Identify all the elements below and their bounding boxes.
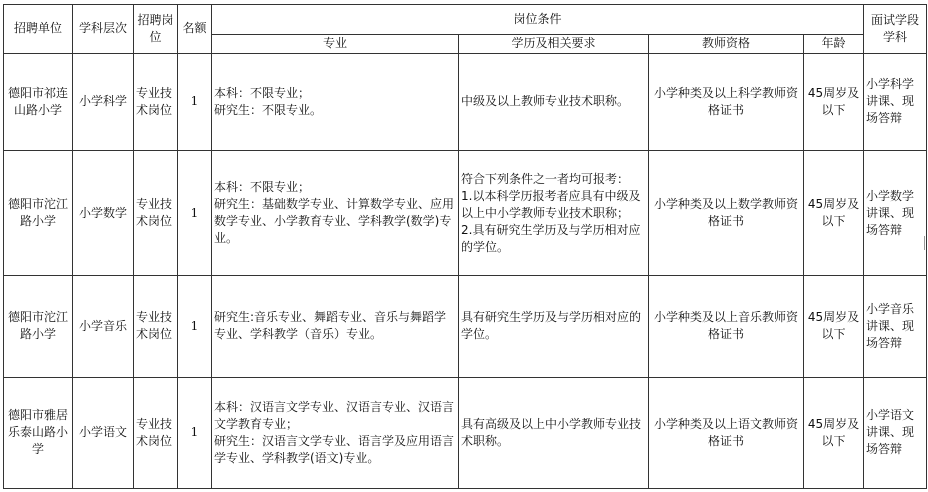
cell-interview: 小学科学讲课、现场答辩: [864, 53, 927, 150]
cell-unit: 德阳市沱江路小学: [4, 150, 73, 276]
cell-education: [459, 150, 649, 276]
education-line: 具有高级及以上中小学教师专业技术职称。: [461, 416, 642, 448]
cell-quota: 1: [178, 150, 212, 276]
cell-major: [212, 150, 459, 276]
header-unit: 招聘单位: [4, 5, 73, 54]
cell-post: 专业技术岗位: [134, 53, 178, 150]
header-post: 招聘岗位: [134, 5, 178, 54]
header-quota: 名额: [178, 5, 212, 54]
cell-unit: 德阳市祁连山路小学: [4, 53, 73, 150]
page-edge-mark: [924, 236, 928, 250]
header-education: 学历及相关要求: [459, 35, 649, 53]
cell-major: [212, 276, 459, 377]
major-line: 研究生：汉语言文学专业、语言学及应用语言学专业、学科教学(语文)专业。: [214, 433, 455, 465]
cell-age: 45周岁及以下: [804, 53, 864, 150]
cell-interview: 小学音乐讲课、现场答辩: [864, 276, 927, 377]
major-line: 研究生:音乐专业、舞蹈专业、音乐与舞蹈学专业、学科教学（音乐）专业。: [214, 310, 447, 342]
cell-post: 专业技术岗位: [134, 377, 178, 488]
table-row: [4, 377, 927, 488]
cell-age: 45周岁及以下: [804, 276, 864, 377]
cell-education: [459, 276, 649, 377]
recruitment-table-container: [3, 4, 926, 489]
cell-subject: 小学科学: [73, 53, 134, 150]
header-age: 年龄: [804, 35, 864, 53]
cell-interview: 小学语文讲课、现场答辩: [864, 377, 927, 488]
education-line: 1.以本科学历报考者应具有中级及以上中小学教师专业技术职称；: [461, 188, 641, 220]
table-row: [4, 53, 927, 150]
cell-major: [212, 53, 459, 150]
major-line: 研究生：不限专业。: [214, 102, 323, 117]
header-subject: 学科层次: [73, 5, 134, 54]
table-row: [4, 150, 927, 276]
recruitment-table: [3, 4, 927, 489]
education-line: 具有研究生学历及与学历相对应的学位。: [461, 310, 642, 342]
major-line: 研究生：基础数学专业、计算数学专业、应用数学专业、小学教育专业、学科教学(数学)专业。: [214, 197, 455, 246]
cell-quota: 1: [178, 53, 212, 150]
cell-quota: 1: [178, 276, 212, 377]
cell-qualification: 小学种类及以上科学教师资格证书: [649, 53, 804, 150]
header-row-1: [4, 5, 927, 35]
header-major: 专业: [212, 35, 459, 53]
education-line: 符合下列条件之一者均可报考：: [461, 171, 630, 186]
cell-unit: 德阳市雅居乐泰山路小学: [4, 377, 73, 488]
cell-qualification: 小学种类及以上音乐教师资格证书: [649, 276, 804, 377]
cell-post: 专业技术岗位: [134, 150, 178, 276]
cell-education: [459, 377, 649, 488]
header-conditions: 岗位条件: [212, 5, 864, 35]
cell-unit: 德阳市沱江路小学: [4, 276, 73, 377]
cell-post: 专业技术岗位: [134, 276, 178, 377]
cell-subject: 小学语文: [73, 377, 134, 488]
cell-subject: 小学音乐: [73, 276, 134, 377]
major-line: 本科：汉语言文学专业、汉语言专业、汉语言文学教育专业；: [214, 399, 455, 431]
cell-interview: 小学数学讲课、现场答辩: [864, 150, 927, 276]
cell-age: 45周岁及以下: [804, 377, 864, 488]
cell-age: 45周岁及以下: [804, 150, 864, 276]
cell-qualification: 小学种类及以上语文教师资格证书: [649, 377, 804, 488]
header-interview: 面试学段学科: [864, 5, 927, 54]
table-row: [4, 276, 927, 377]
major-line: 本科：不限专业；: [214, 180, 311, 195]
education-line: 中级及以上教师专业技术职称。: [461, 94, 630, 109]
cell-quota: 1: [178, 377, 212, 488]
cell-subject: 小学数学: [73, 150, 134, 276]
education-line: 2.具有研究生学历及与学历相对应的学位。: [461, 222, 641, 254]
cell-qualification: 小学种类及以上数学教师资格证书: [649, 150, 804, 276]
cell-major: [212, 377, 459, 488]
major-line: 本科：不限专业；: [214, 85, 311, 100]
header-qualification: 教师资格: [649, 35, 804, 53]
cell-education: [459, 53, 649, 150]
